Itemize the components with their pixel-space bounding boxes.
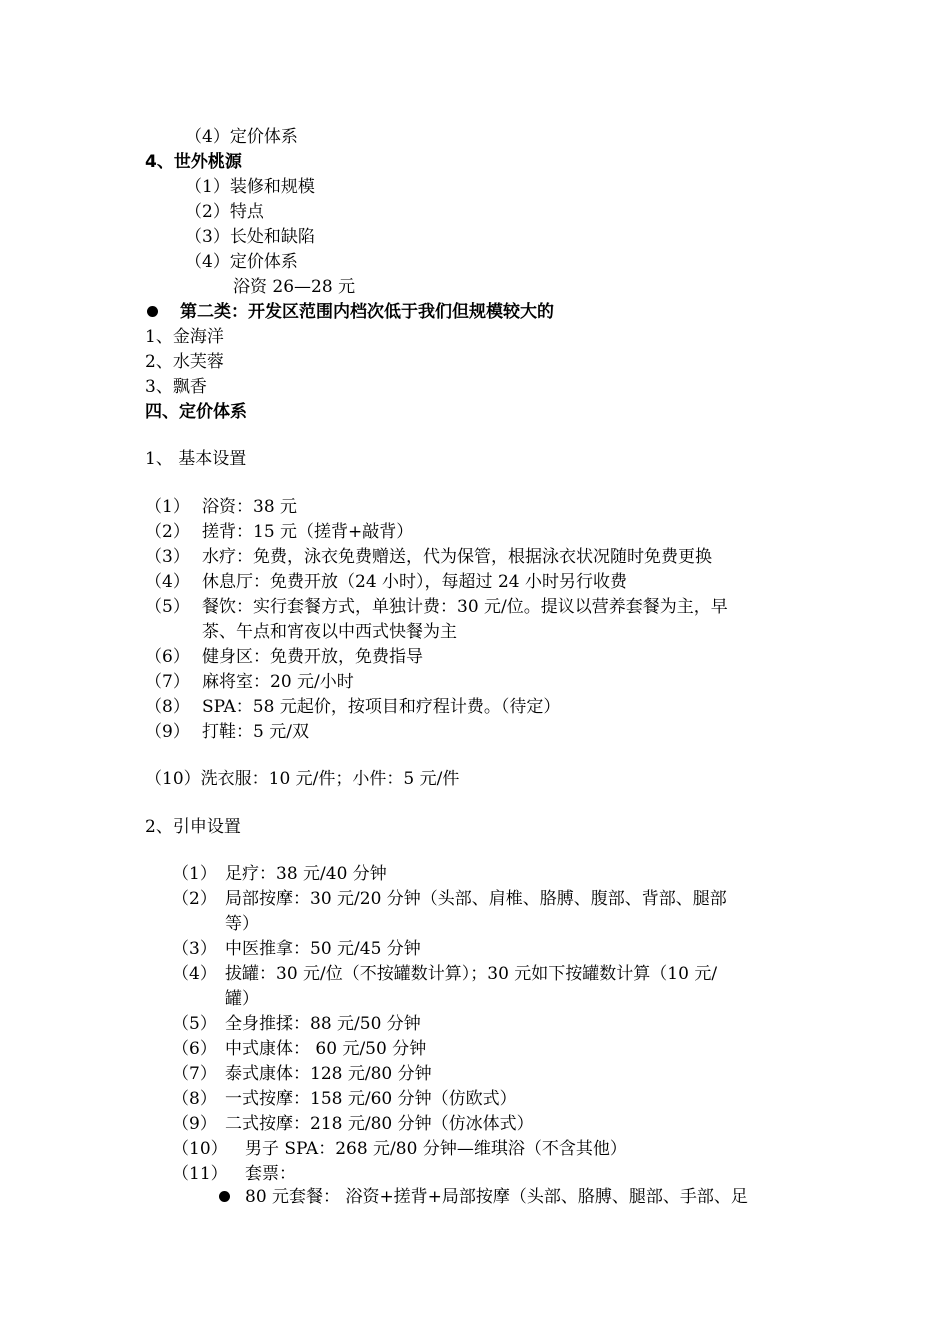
ext-item-text: 足疗：38 元/40 分钟 [225, 864, 387, 884]
ext-item-num: （1） [172, 864, 217, 884]
ext-item-text: 一式按摩：158 元/60 分钟（仿欧式） [225, 1089, 517, 1109]
ext-item-text: 全身推揉：88 元/50 分钟 [225, 1014, 421, 1034]
basic-item-num: （1） [145, 497, 190, 517]
basic-item-text: 打鞋：5 元/双 [202, 722, 309, 742]
ext-item-num: （2） [172, 889, 217, 909]
s3-item-4-pricing: （4）定价体系 [185, 127, 298, 147]
s4-price: 浴资 26—28 元 [233, 277, 356, 297]
ext-item-num: （4） [172, 964, 217, 984]
basic-item-num: （3） [145, 547, 190, 567]
basic-item-num: （4） [145, 572, 190, 592]
extended-settings-heading: 2、引申设置 [145, 817, 241, 837]
s4-item-3: （3）长处和缺陷 [185, 227, 315, 247]
ext-item-num: （11） [172, 1164, 228, 1184]
section-4-heading: 4、世外桃源 [145, 152, 242, 172]
ext-item-text: 拔罐：30 元/位（不按罐数计算）；30 元如下按罐数计算（10 元/ [225, 964, 718, 984]
basic-item-num: （7） [145, 672, 190, 692]
ext-item-text: 中式康体： 60 元/50 分钟 [225, 1039, 427, 1059]
ext-item-num: （3） [172, 939, 217, 959]
ext-item-num: （9） [172, 1114, 217, 1134]
basic-item-continuation: 茶、午点和宵夜以中西式快餐为主 [202, 622, 457, 642]
ext-item-text: 局部按摩：30 元/20 分钟（头部、肩椎、胳膊、腹部、背部、腿部 [225, 889, 727, 909]
basic-item-text: 水疗：免费，泳衣免费赠送，代为保管，根据泳衣状况随时免费更换 [202, 547, 712, 567]
ext-item-text: 套票： [245, 1164, 296, 1184]
category-2-item-2: 2、水芙蓉 [145, 352, 224, 372]
ext-item-num: （5） [172, 1014, 217, 1034]
basic-item-num: （9） [145, 722, 190, 742]
ext-item-num: （7） [172, 1064, 217, 1084]
basic-item-text: 浴资：38 元 [202, 497, 298, 517]
ext-item-num: （10） [172, 1139, 228, 1159]
basic-item-text: 健身区：免费开放，免费指导 [202, 647, 423, 667]
basic-item-text: 餐饮：实行套餐方式，单独计费：30 元/位。提议以营养套餐为主，早 [202, 597, 728, 617]
basic-item-text: 搓背：15 元（搓背+敲背） [202, 522, 414, 542]
bullet-icon [219, 1191, 230, 1202]
s4-item-2: （2）特点 [185, 202, 264, 222]
category-2-item-1: 1、金海洋 [145, 327, 224, 347]
basic-item-num: （6） [145, 647, 190, 667]
ext-item-continuation: 罐） [225, 989, 259, 1009]
s4-item-4: （4）定价体系 [185, 252, 298, 272]
ext-item-num: （6） [172, 1039, 217, 1059]
basic-settings-heading: 1、 基本设置 [145, 449, 247, 469]
ext-item-text: 泰式康体：128 元/80 分钟 [225, 1064, 432, 1084]
ext-item-text: 男子 SPA：268 元/80 分钟—维琪浴（不含其他） [245, 1139, 627, 1159]
basic-item-text: 麻将室：20 元/小时 [202, 672, 354, 692]
basic-item-text: SPA：58 元起价，按项目和疗程计费。（待定） [202, 697, 561, 717]
basic-item-num: （2） [145, 522, 190, 542]
bullet-icon [147, 306, 158, 317]
package-80-line: 80 元套餐： 浴资+搓背+局部按摩（头部、胳膊、腿部、手部、足 [245, 1187, 748, 1207]
basic-item-10: （10）洗衣服：10 元/件；小件：5 元/件 [145, 769, 460, 789]
basic-item-num: （8） [145, 697, 190, 717]
basic-item-text: 休息厅：免费开放（24 小时），每超过 24 小时另行收费 [202, 572, 627, 592]
category-2-heading: 第二类：开发区范围内档次低于我们但规模较大的 [180, 302, 554, 322]
pricing-system-heading: 四、定价体系 [145, 402, 247, 422]
ext-item-text: 二式按摩：218 元/80 分钟（仿冰体式） [225, 1114, 534, 1134]
ext-item-text: 中医推拿：50 元/45 分钟 [225, 939, 421, 959]
basic-item-num: （5） [145, 597, 190, 617]
ext-item-num: （8） [172, 1089, 217, 1109]
s4-item-1: （1）装修和规模 [185, 177, 315, 197]
category-2-item-3: 3、飘香 [145, 377, 207, 397]
ext-item-continuation: 等） [225, 914, 259, 934]
